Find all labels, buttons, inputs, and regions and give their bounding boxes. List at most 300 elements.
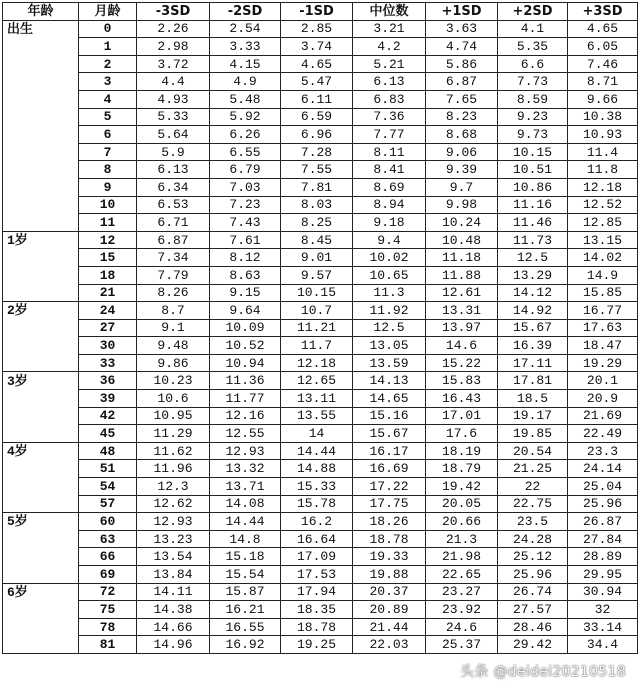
value-cell: 11.73: [498, 231, 568, 249]
table-row: [3, 566, 638, 584]
value-cell: 16.92: [210, 636, 281, 654]
age-cell: [3, 601, 79, 619]
value-cell: 5.9: [137, 143, 210, 161]
age-cell: 出生: [3, 20, 79, 38]
value-cell: 11.21: [281, 319, 353, 337]
value-cell: 17.75: [353, 495, 426, 513]
value-cell: 11.3: [353, 284, 426, 302]
value-cell: 6.53: [137, 196, 210, 214]
value-cell: 5.92: [210, 108, 281, 126]
month-cell: 60: [79, 513, 137, 531]
value-cell: 27.57: [498, 601, 568, 619]
value-cell: 24.28: [498, 530, 568, 548]
value-cell: 6.87: [137, 231, 210, 249]
value-cell: 14.12: [498, 284, 568, 302]
value-cell: 4.74: [426, 38, 498, 56]
value-cell: 6.6: [498, 55, 568, 73]
value-cell: 8.63: [210, 266, 281, 284]
table-row: [3, 513, 638, 531]
table-row: [3, 143, 638, 161]
value-cell: 10.15: [281, 284, 353, 302]
month-cell: 15: [79, 249, 137, 267]
value-cell: 18.78: [353, 530, 426, 548]
month-cell: 72: [79, 583, 137, 601]
table-row: [3, 636, 638, 654]
value-cell: 5.64: [137, 126, 210, 144]
value-cell: 3.63: [426, 20, 498, 38]
value-cell: 22.75: [498, 495, 568, 513]
value-cell: 9.06: [426, 143, 498, 161]
value-cell: 6.05: [568, 38, 638, 56]
table-row: [3, 20, 638, 38]
value-cell: 25.96: [568, 495, 638, 513]
value-cell: 14.88: [281, 460, 353, 478]
age-cell: [3, 407, 79, 425]
value-cell: 7.34: [137, 249, 210, 267]
value-cell: 18.19: [426, 442, 498, 460]
value-cell: 15.78: [281, 495, 353, 513]
value-cell: 20.89: [353, 601, 426, 619]
month-cell: 48: [79, 442, 137, 460]
value-cell: 12.5: [498, 249, 568, 267]
value-cell: 17.22: [353, 478, 426, 496]
table-row: [3, 337, 638, 355]
value-cell: 10.7: [281, 302, 353, 320]
value-cell: 15.16: [353, 407, 426, 425]
age-cell: [3, 249, 79, 267]
value-cell: 9.18: [353, 214, 426, 232]
value-cell: 13.29: [498, 266, 568, 284]
value-cell: 12.65: [281, 372, 353, 390]
value-cell: 9.1: [137, 319, 210, 337]
value-cell: 9.4: [353, 231, 426, 249]
value-cell: 20.05: [426, 495, 498, 513]
value-cell: 6.13: [137, 161, 210, 179]
value-cell: 18.35: [281, 601, 353, 619]
month-cell: 63: [79, 530, 137, 548]
value-cell: 16.69: [353, 460, 426, 478]
value-cell: 11.18: [426, 249, 498, 267]
value-cell: 21.69: [568, 407, 638, 425]
value-cell: 9.23: [498, 108, 568, 126]
value-cell: 17.11: [498, 354, 568, 372]
value-cell: 14.8: [210, 530, 281, 548]
value-cell: 19.85: [498, 425, 568, 443]
value-cell: 12.93: [210, 442, 281, 460]
value-cell: 24.6: [426, 618, 498, 636]
value-cell: 18.5: [498, 390, 568, 408]
age-cell: [3, 266, 79, 284]
age-cell: 3岁: [3, 372, 79, 390]
value-cell: 22: [498, 478, 568, 496]
month-cell: 78: [79, 618, 137, 636]
table-row: [3, 108, 638, 126]
age-cell: 1岁: [3, 231, 79, 249]
age-cell: [3, 161, 79, 179]
value-cell: 10.51: [498, 161, 568, 179]
value-cell: 10.94: [210, 354, 281, 372]
value-cell: 8.7: [137, 302, 210, 320]
age-cell: [3, 73, 79, 91]
table-row: [3, 231, 638, 249]
value-cell: 7.36: [353, 108, 426, 126]
value-cell: 13.11: [281, 390, 353, 408]
value-cell: 8.41: [353, 161, 426, 179]
value-cell: 18.47: [568, 337, 638, 355]
month-cell: 27: [79, 319, 137, 337]
age-cell: [3, 495, 79, 513]
table-row: [3, 601, 638, 619]
value-cell: 11.8: [568, 161, 638, 179]
table-row: [3, 90, 638, 108]
value-cell: 15.22: [426, 354, 498, 372]
month-cell: 7: [79, 143, 137, 161]
value-cell: 16.64: [281, 530, 353, 548]
value-cell: 4.65: [281, 55, 353, 73]
value-cell: 10.24: [426, 214, 498, 232]
value-cell: 14.6: [426, 337, 498, 355]
value-cell: 10.93: [568, 126, 638, 144]
month-cell: 39: [79, 390, 137, 408]
value-cell: 20.9: [568, 390, 638, 408]
value-cell: 25.12: [498, 548, 568, 566]
value-cell: 11.7: [281, 337, 353, 355]
value-cell: 11.4: [568, 143, 638, 161]
value-cell: 15.18: [210, 548, 281, 566]
age-cell: 5岁: [3, 513, 79, 531]
age-cell: [3, 55, 79, 73]
value-cell: 16.17: [353, 442, 426, 460]
month-cell: 30: [79, 337, 137, 355]
value-cell: 21.3: [426, 530, 498, 548]
value-cell: 4.65: [568, 20, 638, 38]
value-cell: 9.48: [137, 337, 210, 355]
age-cell: 6岁: [3, 583, 79, 601]
value-cell: 25.37: [426, 636, 498, 654]
value-cell: 5.86: [426, 55, 498, 73]
table-row: [3, 319, 638, 337]
value-cell: 14.66: [137, 618, 210, 636]
table-row: [3, 390, 638, 408]
header-median: 中位数: [353, 3, 426, 21]
month-cell: 21: [79, 284, 137, 302]
value-cell: 15.83: [426, 372, 498, 390]
value-cell: 4.9: [210, 73, 281, 91]
value-cell: 19.29: [568, 354, 638, 372]
value-cell: 14.38: [137, 601, 210, 619]
header-minus2sd: -2SD: [210, 3, 281, 21]
value-cell: 3.74: [281, 38, 353, 56]
value-cell: 13.15: [568, 231, 638, 249]
value-cell: 6.11: [281, 90, 353, 108]
value-cell: 10.02: [353, 249, 426, 267]
value-cell: 25.96: [498, 566, 568, 584]
value-cell: 10.09: [210, 319, 281, 337]
table-row: [3, 442, 638, 460]
value-cell: 9.66: [568, 90, 638, 108]
value-cell: 20.66: [426, 513, 498, 531]
table-row: [3, 495, 638, 513]
value-cell: 27.84: [568, 530, 638, 548]
table-row: [3, 302, 638, 320]
value-cell: 23.92: [426, 601, 498, 619]
value-cell: 7.77: [353, 126, 426, 144]
value-cell: 9.57: [281, 266, 353, 284]
value-cell: 8.45: [281, 231, 353, 249]
value-cell: 13.97: [426, 319, 498, 337]
value-cell: 4.1: [498, 20, 568, 38]
table-row: [3, 214, 638, 232]
month-cell: 51: [79, 460, 137, 478]
value-cell: 11.96: [137, 460, 210, 478]
value-cell: 9.73: [498, 126, 568, 144]
value-cell: 6.87: [426, 73, 498, 91]
month-cell: 8: [79, 161, 137, 179]
value-cell: 15.67: [353, 425, 426, 443]
table-row: [3, 38, 638, 56]
month-cell: 12: [79, 231, 137, 249]
value-cell: 4.15: [210, 55, 281, 73]
value-cell: 23.5: [498, 513, 568, 531]
value-cell: 8.71: [568, 73, 638, 91]
value-cell: 28.46: [498, 618, 568, 636]
value-cell: 14.9: [568, 266, 638, 284]
value-cell: 12.85: [568, 214, 638, 232]
value-cell: 7.03: [210, 178, 281, 196]
table-row: [3, 460, 638, 478]
age-cell: [3, 214, 79, 232]
value-cell: 5.35: [498, 38, 568, 56]
value-cell: 7.46: [568, 55, 638, 73]
value-cell: 16.43: [426, 390, 498, 408]
value-cell: 11.92: [353, 302, 426, 320]
weight-sd-table: [2, 2, 638, 654]
value-cell: 6.71: [137, 214, 210, 232]
value-cell: 25.04: [568, 478, 638, 496]
value-cell: 16.39: [498, 337, 568, 355]
value-cell: 3.72: [137, 55, 210, 73]
value-cell: 10.6: [137, 390, 210, 408]
month-cell: 75: [79, 601, 137, 619]
value-cell: 7.79: [137, 266, 210, 284]
value-cell: 11.62: [137, 442, 210, 460]
table-row: [3, 407, 638, 425]
month-cell: 69: [79, 566, 137, 584]
value-cell: 15.54: [210, 566, 281, 584]
table-row: [3, 478, 638, 496]
value-cell: 17.09: [281, 548, 353, 566]
value-cell: 16.55: [210, 618, 281, 636]
value-cell: 6.59: [281, 108, 353, 126]
age-cell: [3, 566, 79, 584]
value-cell: 5.33: [137, 108, 210, 126]
age-cell: [3, 425, 79, 443]
table-row: [3, 618, 638, 636]
value-cell: 3.33: [210, 38, 281, 56]
value-cell: 10.15: [498, 143, 568, 161]
value-cell: 13.32: [210, 460, 281, 478]
value-cell: 13.71: [210, 478, 281, 496]
value-cell: 14.92: [498, 302, 568, 320]
value-cell: 12.52: [568, 196, 638, 214]
value-cell: 4.4: [137, 73, 210, 91]
value-cell: 9.01: [281, 249, 353, 267]
value-cell: 2.54: [210, 20, 281, 38]
header-plus1sd: +1SD: [426, 3, 498, 21]
table-row: [3, 354, 638, 372]
value-cell: 11.29: [137, 425, 210, 443]
age-cell: [3, 319, 79, 337]
value-cell: 12.61: [426, 284, 498, 302]
month-cell: 3: [79, 73, 137, 91]
value-cell: 9.7: [426, 178, 498, 196]
value-cell: 6.79: [210, 161, 281, 179]
age-cell: 2岁: [3, 302, 79, 320]
header-age: 年龄: [3, 3, 79, 21]
value-cell: 10.95: [137, 407, 210, 425]
month-cell: 9: [79, 178, 137, 196]
value-cell: 17.81: [498, 372, 568, 390]
value-cell: 9.86: [137, 354, 210, 372]
value-cell: 12.93: [137, 513, 210, 531]
value-cell: 18.26: [353, 513, 426, 531]
month-cell: 81: [79, 636, 137, 654]
value-cell: 5.48: [210, 90, 281, 108]
value-cell: 14.44: [281, 442, 353, 460]
value-cell: 14.02: [568, 249, 638, 267]
value-cell: 19.17: [498, 407, 568, 425]
value-cell: 13.55: [281, 407, 353, 425]
value-cell: 9.98: [426, 196, 498, 214]
value-cell: 22.65: [426, 566, 498, 584]
value-cell: 5.21: [353, 55, 426, 73]
value-cell: 7.61: [210, 231, 281, 249]
watermark-text: 头条 @deidei20210518: [460, 664, 626, 680]
value-cell: 16.77: [568, 302, 638, 320]
value-cell: 10.38: [568, 108, 638, 126]
table-row: [3, 530, 638, 548]
value-cell: 20.37: [353, 583, 426, 601]
value-cell: 19.33: [353, 548, 426, 566]
value-cell: 30.94: [568, 583, 638, 601]
age-cell: [3, 108, 79, 126]
value-cell: 21.44: [353, 618, 426, 636]
value-cell: 13.23: [137, 530, 210, 548]
value-cell: 8.59: [498, 90, 568, 108]
month-cell: 11: [79, 214, 137, 232]
age-cell: [3, 178, 79, 196]
value-cell: 20.54: [498, 442, 568, 460]
value-cell: 14.11: [137, 583, 210, 601]
value-cell: 13.31: [426, 302, 498, 320]
value-cell: 6.83: [353, 90, 426, 108]
value-cell: 9.64: [210, 302, 281, 320]
value-cell: 14.08: [210, 495, 281, 513]
value-cell: 12.5: [353, 319, 426, 337]
value-cell: 7.73: [498, 73, 568, 91]
value-cell: 10.48: [426, 231, 498, 249]
table-row: [3, 196, 638, 214]
value-cell: 16.2: [281, 513, 353, 531]
value-cell: 2.26: [137, 20, 210, 38]
age-cell: [3, 90, 79, 108]
value-cell: 29.42: [498, 636, 568, 654]
value-cell: 6.55: [210, 143, 281, 161]
age-cell: [3, 354, 79, 372]
value-cell: 33.14: [568, 618, 638, 636]
value-cell: 19.42: [426, 478, 498, 496]
value-cell: 28.89: [568, 548, 638, 566]
value-cell: 8.26: [137, 284, 210, 302]
value-cell: 2.98: [137, 38, 210, 56]
value-cell: 14.65: [353, 390, 426, 408]
value-cell: 15.67: [498, 319, 568, 337]
month-cell: 0: [79, 20, 137, 38]
age-cell: [3, 390, 79, 408]
age-cell: [3, 636, 79, 654]
value-cell: 8.03: [281, 196, 353, 214]
month-cell: 24: [79, 302, 137, 320]
value-cell: 17.6: [426, 425, 498, 443]
value-cell: 24.14: [568, 460, 638, 478]
value-cell: 13.05: [353, 337, 426, 355]
value-cell: 14.44: [210, 513, 281, 531]
table-row: [3, 425, 638, 443]
value-cell: 19.25: [281, 636, 353, 654]
value-cell: 17.01: [426, 407, 498, 425]
value-cell: 4.93: [137, 90, 210, 108]
value-cell: 17.53: [281, 566, 353, 584]
value-cell: 8.11: [353, 143, 426, 161]
table-row: [3, 266, 638, 284]
value-cell: 6.96: [281, 126, 353, 144]
month-cell: 2: [79, 55, 137, 73]
header-minus3sd: -3SD: [137, 3, 210, 21]
value-cell: 18.79: [426, 460, 498, 478]
value-cell: 6.26: [210, 126, 281, 144]
value-cell: 6.13: [353, 73, 426, 91]
month-cell: 54: [79, 478, 137, 496]
age-cell: [3, 548, 79, 566]
value-cell: 12.3: [137, 478, 210, 496]
month-cell: 6: [79, 126, 137, 144]
value-cell: 9.39: [426, 161, 498, 179]
age-cell: [3, 530, 79, 548]
value-cell: 13.54: [137, 548, 210, 566]
table-row: [3, 548, 638, 566]
age-cell: [3, 284, 79, 302]
age-cell: [3, 618, 79, 636]
value-cell: 13.59: [353, 354, 426, 372]
month-cell: 33: [79, 354, 137, 372]
table-row: [3, 284, 638, 302]
table-row: [3, 55, 638, 73]
value-cell: 4.2: [353, 38, 426, 56]
age-cell: [3, 38, 79, 56]
value-cell: 15.33: [281, 478, 353, 496]
value-cell: 26.74: [498, 583, 568, 601]
value-cell: 7.28: [281, 143, 353, 161]
header-plus3sd: +3SD: [568, 3, 638, 21]
value-cell: 26.87: [568, 513, 638, 531]
value-cell: 21.98: [426, 548, 498, 566]
value-cell: 8.12: [210, 249, 281, 267]
value-cell: 8.94: [353, 196, 426, 214]
value-cell: 20.1: [568, 372, 638, 390]
value-cell: 12.18: [281, 354, 353, 372]
value-cell: 21.25: [498, 460, 568, 478]
value-cell: 11.88: [426, 266, 498, 284]
